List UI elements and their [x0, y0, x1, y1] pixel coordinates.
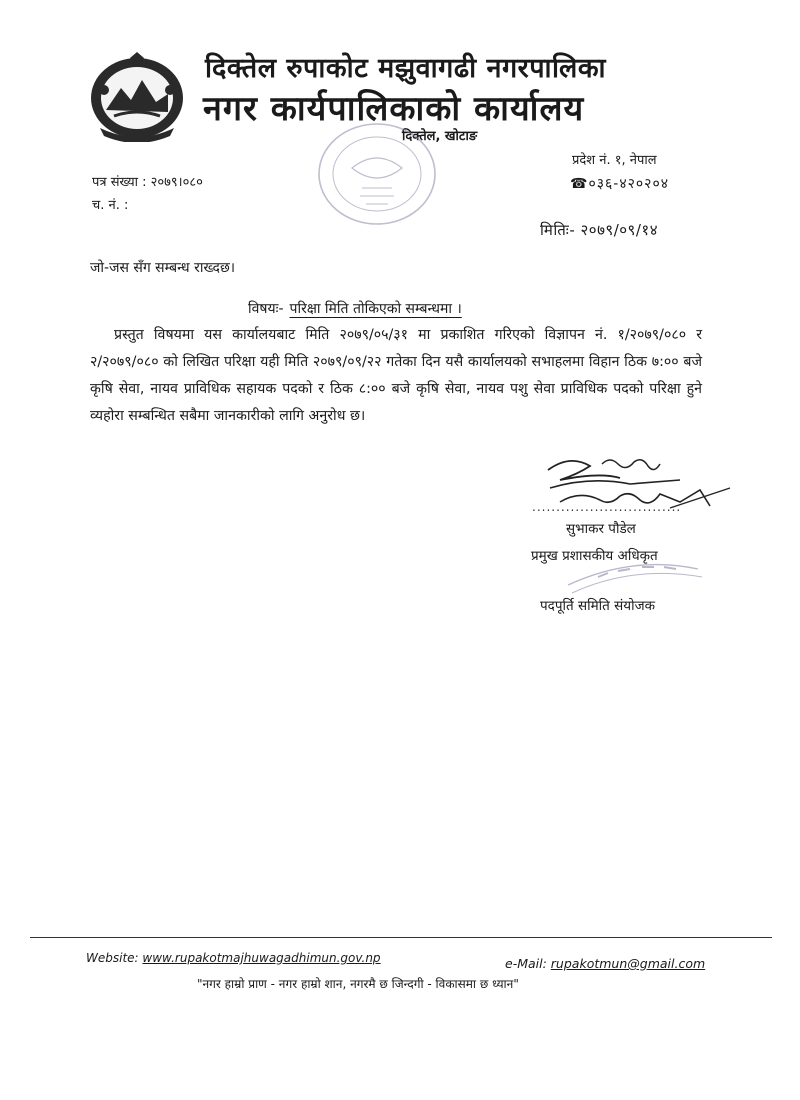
email-label: e-Mail: — [505, 956, 547, 971]
letter-reference-number: पत्र संख्या : २०७९।०८० — [92, 175, 203, 190]
subject-line — [248, 299, 462, 318]
website-link[interactable]: www.rupakotmajhuwagadhimun.gov.np — [142, 951, 381, 965]
signature-dotted-line: ............................... — [532, 500, 682, 514]
officer-seal-icon — [558, 555, 708, 595]
footer-email — [505, 956, 705, 971]
footer-website — [86, 951, 381, 965]
municipality-name: दिक्तेल रुपाकोट मझुवागढी नगरपालिका — [205, 53, 607, 84]
email-link[interactable]: rupakotmun@gmail.com — [550, 956, 706, 971]
phone-number: ☎०३६-४२०२०४ — [570, 176, 670, 192]
footer-divider — [30, 937, 772, 938]
office-address: दिक्तेल, खोटाङ — [402, 129, 478, 144]
signatory-title: प्रमुख प्रशासकीय अधिकृत — [531, 548, 658, 564]
province-label: प्रदेश नं. १, नेपाल — [572, 153, 657, 168]
subject-label: विषयः- — [248, 301, 284, 317]
salutation: जो-जस सँग सम्बन्ध राख्दछ। — [90, 260, 236, 276]
office-name: नगर कार्यपालिकाको कार्यालय — [203, 89, 585, 129]
letter-date: मितिः- २०७९/०९/१४ — [540, 221, 659, 239]
letter-body: प्रस्तुत विषयमा यस कार्यालयबाट मिति २०७९/०५/३१ मा प्रकाशित गरिएको विज्ञापन नं. १/२०७९/०८० र २/२०७९/०८० को लिखित परिक्षा यही मिति २०७९/०९/२२ गतेका दिन यसै कार्यालयको सभाहलमा विहान ठिक ७:०० बजे कृषि सेवा, नायव प्राविधिक सहायक पदको र ठिक ८:०० बजे कृषि सेवा, नायव पशु सेवा प्राविधिक पदको परिक्षा हुने व्यहोरा सम्बन्धित सबैमा जानकारीको लागि अनुरोध छ। — [90, 327, 702, 424]
signatory-name: सुभाकर पौडेल — [566, 521, 636, 537]
subject-text: परिक्षा मिति तोकिएको सम्बन्धमा । — [289, 301, 462, 317]
nepal-emblem-icon — [86, 50, 188, 142]
signatory-committee: पदपूर्ति समिति संयोजक — [540, 598, 656, 614]
office-stamp-icon — [312, 118, 442, 230]
dispatch-number: च. नं. : — [92, 198, 129, 213]
footer-slogan: "नगर हाम्रो प्राण - नगर हाम्रो शान, नगरमै छ जिन्दगी - विकासमा छ ध्यान" — [197, 977, 519, 991]
website-label: Website: — [86, 951, 139, 965]
